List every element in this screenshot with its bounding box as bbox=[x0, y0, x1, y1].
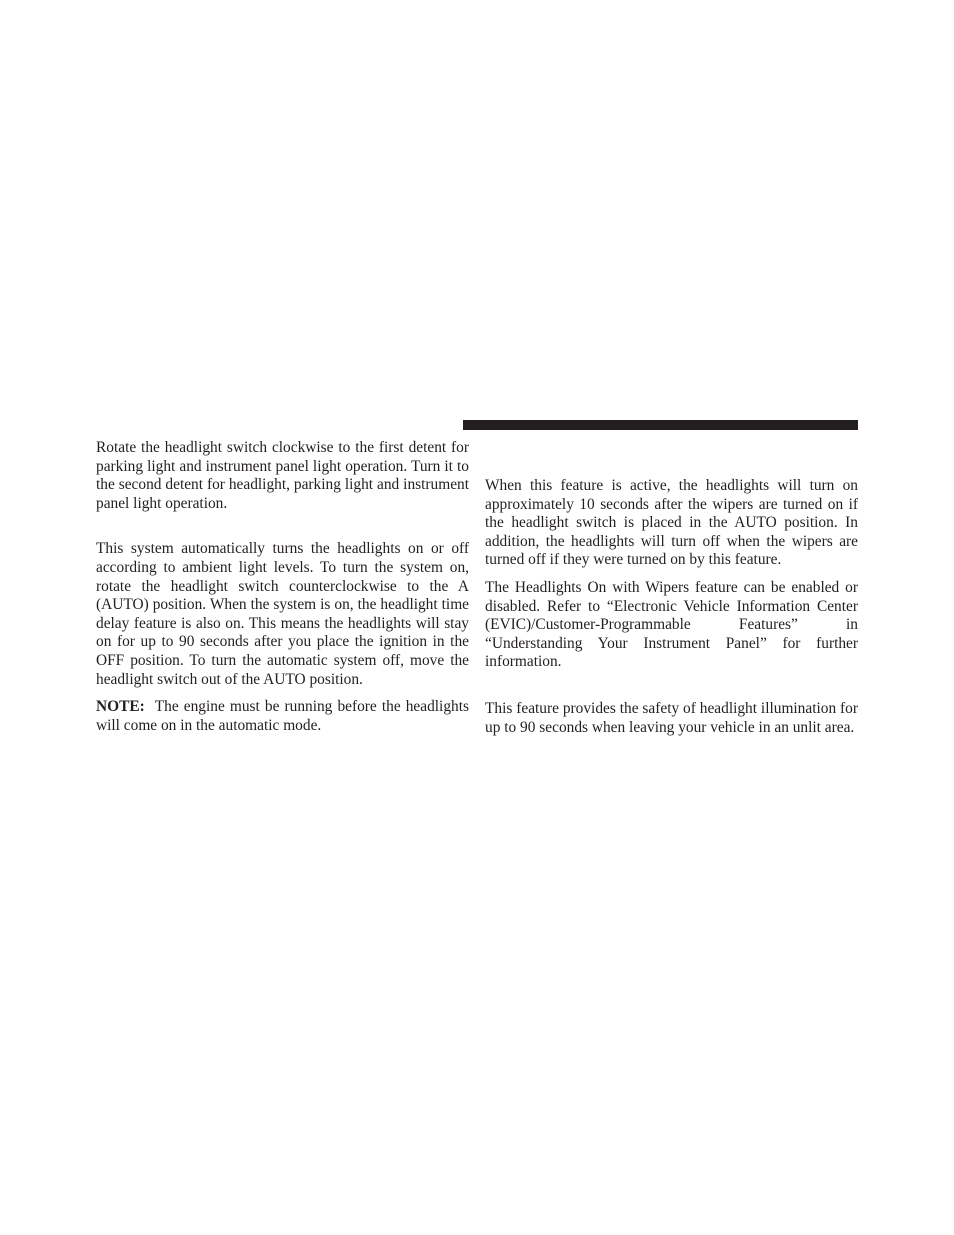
automatic-headlights-paragraph: This system automatically turns the headlights on or off according to ambient light levels. To turn the system on, rotate the headlight switch counterclockwise to the A (AUTO) position. When the system is on, the headlight time delay feature is also on. This means the headlights will stay on for up to 90 seconds after you place the ignition in the OFF position. To turn the automatic system off, move the headlight switch out of the AUTO position. bbox=[96, 540, 469, 688]
section-divider-bar bbox=[463, 420, 858, 430]
note-paragraph bbox=[96, 698, 469, 735]
headlight-delay-paragraph: This feature provides the safety of headlight illumination for up to 90 seconds when leaving your vehicle in an unlit area. bbox=[485, 699, 858, 736]
note-label: NOTE: bbox=[96, 698, 145, 716]
left-column bbox=[96, 439, 469, 735]
note-text: The engine must be running before the headlights will come on in the automatic mode. bbox=[96, 698, 469, 734]
headlight-switch-paragraph: Rotate the headlight switch clockwise to the first detent for parking light and instrument panel light operation. Turn it to the second detent for headlight, parking light and instrument panel light operation. bbox=[96, 439, 469, 512]
right-column bbox=[485, 477, 858, 737]
wipers-evic-paragraph: The Headlights On with Wipers feature can be enabled or disabled. Refer to “Electronic Vehicle Information Center (EVIC)/Customer-Programmable Features” in “Understanding Your Instrument Panel” for further information. bbox=[485, 578, 858, 671]
wipers-feature-paragraph: When this feature is active, the headlights will turn on approximately 10 seconds after the wipers are turned on if the headlight switch is placed in the AUTO position. In addition, the headlights will turn off when the wipers are turned off if they were turned on by this feature. bbox=[485, 477, 858, 569]
